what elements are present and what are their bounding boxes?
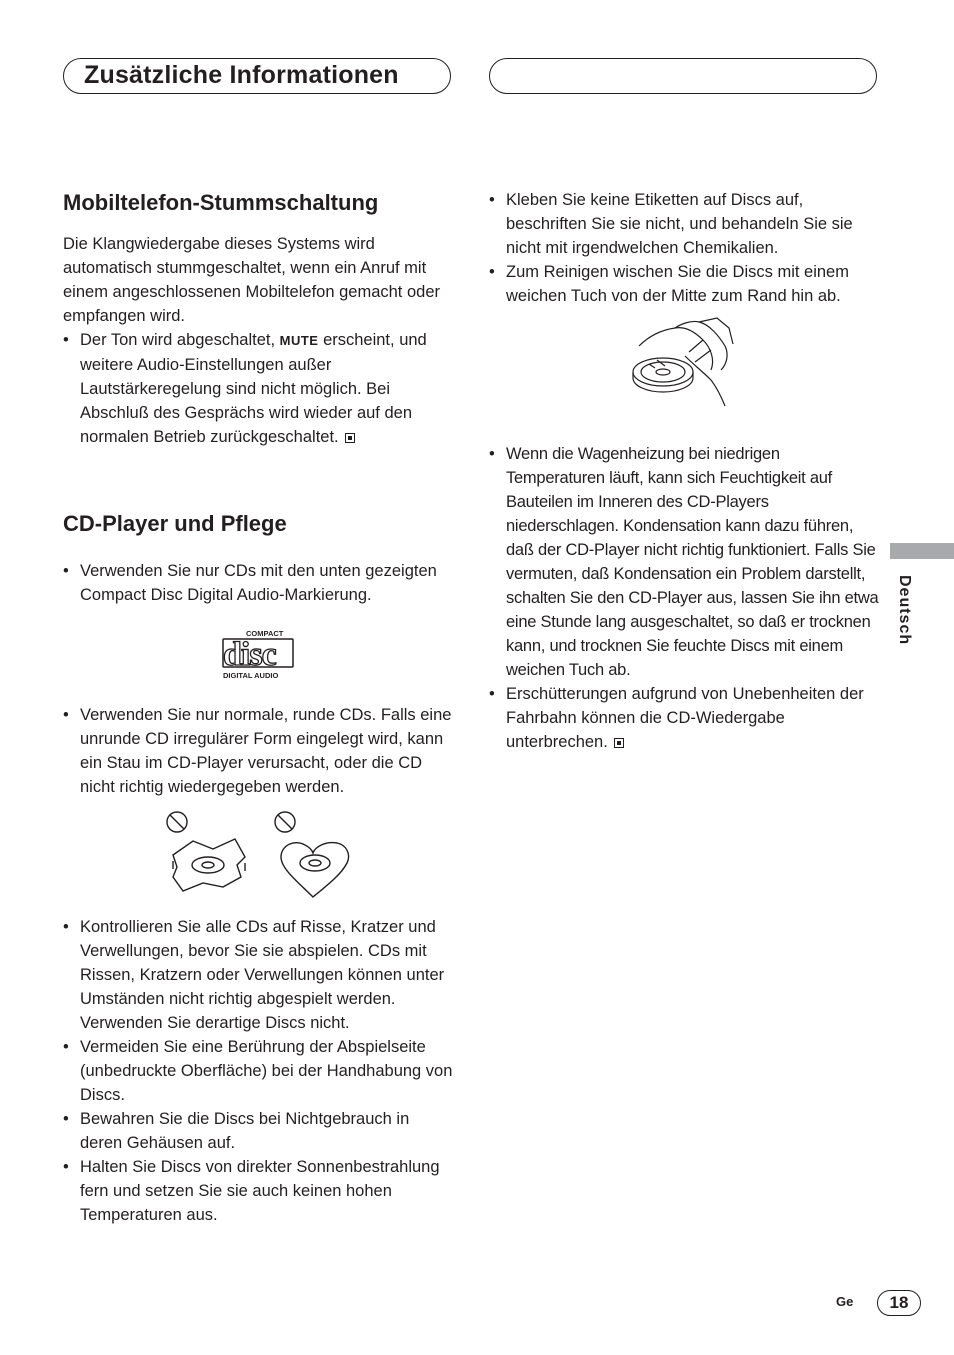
prohibited-icon xyxy=(275,812,295,832)
irregular-disc-icon xyxy=(173,839,245,891)
compact-disc-logo xyxy=(63,619,455,701)
cd-bullets-1 xyxy=(63,559,455,607)
bullet-text: Der Ton wird abgeschaltet, xyxy=(80,331,280,349)
mute-indicator: MUTE xyxy=(279,333,319,348)
end-mark-icon xyxy=(614,738,624,748)
right-column xyxy=(489,188,881,754)
right-bullets-1 xyxy=(489,188,881,308)
logo-digital-audio-text: DIGITAL AUDIO xyxy=(223,671,279,680)
cd-bullets-3 xyxy=(63,915,455,1227)
cd-cleaning-illustration xyxy=(489,316,881,436)
logo-disc-text: disc xyxy=(223,636,276,673)
list-item: • Verwenden Sie nur normale, runde CDs. Falls eine unrunde CD irregulärer Form eingelegt wird, kann ein Stau im CD-Player verursacht, oder die CD nicht richtig wiedergegeben werden. xyxy=(63,703,455,799)
list-item: • Zum Reinigen wischen Sie die Discs mit einem weichen Tuch von der Mitte zum Rand hin ab. xyxy=(489,260,881,308)
list-item: • Wenn die Wagenheizung bei niedrigen Temperaturen läuft, kann sich Feuchtigkeit auf Bauteilen im Inneren des CD-Players niederschlagen. Kondensation kann dazu führen, daß der CD-Player nicht richtig funktioniert. Falls Sie vermuten, daß Kondensation ein Problem darstellt, schalten Sie den CD-Player aus, lassen Sie ihn etwa eine Stunde lang ausgeschaltet, so daß er trocknen kann, und trocknen Sie feuchte Discs mit einem weichen Tuch ab. xyxy=(489,442,881,682)
cd-bullets-2 xyxy=(63,703,455,799)
irregular-disc-illustration xyxy=(63,807,455,915)
logo-compact-text: COMPACT xyxy=(246,629,284,638)
end-mark-icon xyxy=(345,433,355,443)
footer-language-code: Ge xyxy=(836,1294,854,1309)
prohibited-icon xyxy=(167,812,187,832)
header-title-box xyxy=(63,58,451,94)
list-item: • Halten Sie Discs von direkter Sonnenbestrahlung fern und setzen Sie sie auch keinen hohen Temperaturen aus. xyxy=(63,1155,455,1227)
heart-disc-icon xyxy=(281,843,349,897)
language-side-label xyxy=(887,575,913,665)
right-bullets-2 xyxy=(489,442,881,754)
language-label: Deutsch xyxy=(896,575,913,646)
list-item xyxy=(63,328,455,449)
list-item: • Bewahren Sie die Discs bei Nichtgebrauch in deren Gehäusen auf. xyxy=(63,1107,455,1155)
page-title: Zusätzliche Informationen xyxy=(84,61,399,89)
section-heading-cd-player: CD-Player und Pflege xyxy=(63,511,287,536)
bullet-text: Erschütterungen aufgrund von Unebenheiten der Fahrbahn können die CD-Wiedergabe unterbrechen. xyxy=(506,685,864,751)
list-item: • Kleben Sie keine Etiketten auf Discs auf, beschriften Sie sie nicht, und behandeln Sie sie nicht mit irgendwelchen Chemikalien. xyxy=(489,188,881,260)
mobile-mute-paragraph: Die Klangwiedergabe dieses Systems wird automatisch stummgeschaltet, wenn ein Anruf mit einem angeschlossenen Mobiltelefon gemacht oder empfangen wird. xyxy=(63,235,440,325)
page-number: 18 xyxy=(877,1290,921,1316)
list-item: • Vermeiden Sie eine Berührung der Abspielseite (unbedruckte Oberfläche) bei der Handhabung von Discs. xyxy=(63,1035,455,1107)
left-column xyxy=(63,186,455,1227)
header-empty-box xyxy=(489,58,877,94)
bullet-text: erscheint, und weitere Audio-Einstellungen außer Lautstärkeregelung sind nicht möglich. Bei Abschluß des Gesprächs wird wieder auf den normalen Betrieb zurückgeschaltet. xyxy=(80,331,427,446)
mobile-mute-bullets xyxy=(63,328,455,449)
section-heading-mobile-mute: Mobiltelefon-Stummschaltung xyxy=(63,190,379,215)
list-item: • Verwenden Sie nur CDs mit den unten gezeigten Compact Disc Digital Audio-Markierung. xyxy=(63,559,455,607)
language-tab xyxy=(890,543,954,559)
list-item: • Kontrollieren Sie alle CDs auf Risse, Kratzer und Verwellungen, bevor Sie sie abspielen. CDs mit Rissen, Kratzern oder Verwellungen können unter Umständen nicht richtig abgespielt werden. Verwenden Sie derartige Discs nicht. xyxy=(63,915,455,1035)
list-item xyxy=(489,682,881,754)
